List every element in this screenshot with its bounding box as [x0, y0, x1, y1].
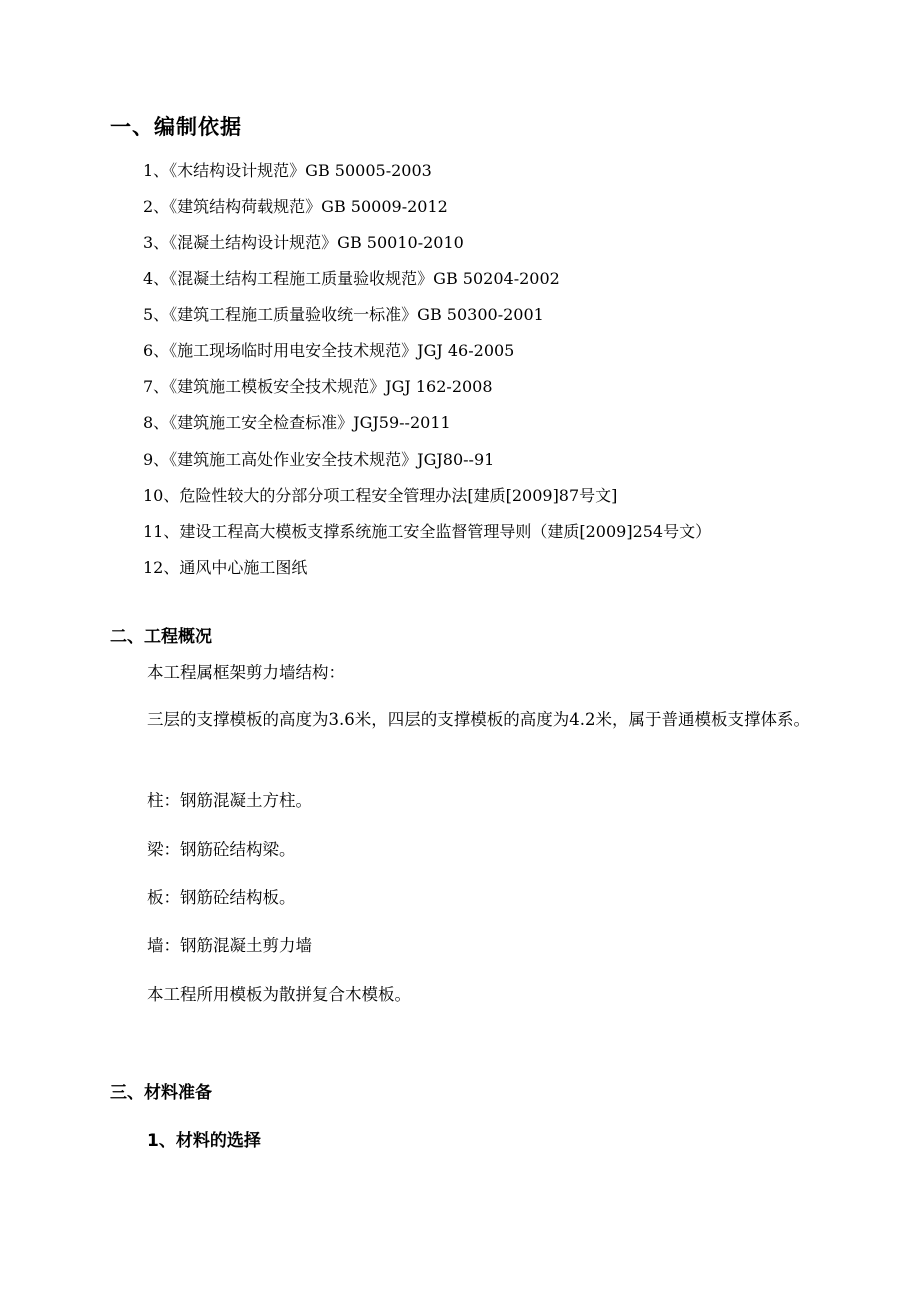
reference-item: 12、通风中心施工图纸 [143, 558, 308, 577]
reference-item: 6、《施工现场临时用电安全技术规范》JGJ 46-2005 [143, 341, 515, 360]
reference-item: 2、《建筑结构荷载规范》GB 50009-2012 [143, 197, 448, 216]
overview-structure: 本工程属框架剪力墙结构： [147, 663, 345, 682]
overview-formwork: 本工程所用模板为散拼复合木模板。 [147, 985, 411, 1004]
overview-beam: 梁：钢筋砼结构梁。 [147, 840, 296, 859]
section-heading-materials: 三、材料准备 [110, 1083, 212, 1103]
section-heading-overview: 二、工程概况 [110, 627, 212, 647]
reference-item: 11、建设工程高大模板支撑系统施工安全监督管理导则（建质[2009]254号文） [143, 522, 712, 541]
reference-item: 1、《木结构设计规范》GB 50005-2003 [143, 161, 432, 180]
overview-wall: 墙：钢筋混凝土剪力墙 [147, 936, 312, 955]
reference-item: 8、《建筑施工安全检查标准》JGJ59--2011 [143, 413, 451, 432]
reference-item: 3、《混凝土结构设计规范》GB 50010-2010 [143, 233, 464, 252]
reference-item: 5、《建筑工程施工质量验收统一标准》GB 50300-2001 [143, 305, 544, 324]
overview-slab: 板：钢筋砼结构板。 [147, 888, 296, 907]
reference-item: 9、《建筑施工高处作业安全技术规范》JGJ80--91 [143, 450, 495, 469]
overview-support-height: 三层的支撑模板的高度为3.6米，四层的支撑模板的高度为4.2米，属于普通模板支撑体系。 [147, 710, 810, 729]
overview-column: 柱：钢筋混凝土方柱。 [147, 791, 312, 810]
reference-item: 7、《建筑施工模板安全技术规范》JGJ 162-2008 [143, 377, 493, 396]
reference-item: 10、危险性较大的分部分项工程安全管理办法[建质[2009]87号文] [143, 486, 618, 505]
reference-item: 4、《混凝土结构工程施工质量验收规范》GB 50204-2002 [143, 269, 560, 288]
sub-heading-material-selection: 1、材料的选择 [147, 1131, 261, 1151]
section-heading-basis: 一、编制依据 [110, 115, 242, 139]
